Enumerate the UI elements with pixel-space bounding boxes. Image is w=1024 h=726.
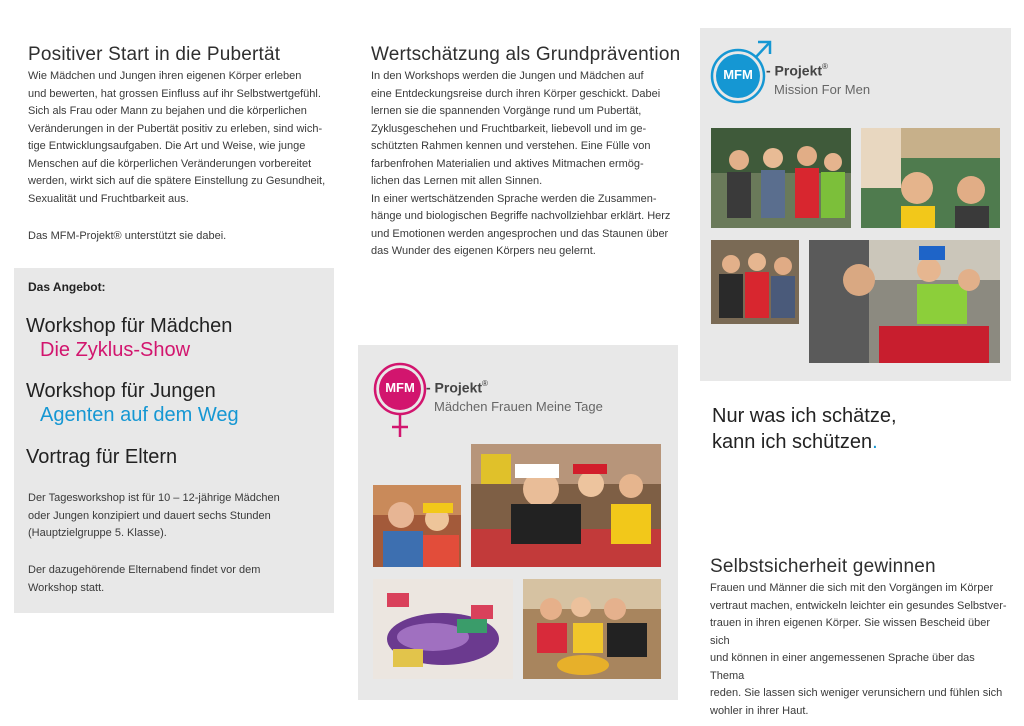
photo-image xyxy=(373,579,513,679)
text-line: wohler in ihrer Haut. xyxy=(710,704,809,717)
offer-parents-title: Vortrag für Eltern xyxy=(26,446,178,468)
quote-dot: . xyxy=(872,431,878,453)
text-line: hänge und biologischen Begriffe nachvollziehbar erklärt. Herz xyxy=(371,210,671,222)
text-line: und bewerten, hat grossen Einfluss auf ihr Selbstwertgefühl. xyxy=(28,87,321,100)
venus-symbol-icon xyxy=(370,359,434,439)
offer-description xyxy=(28,490,324,543)
girls-project-panel xyxy=(358,345,678,700)
photo-boys-cheering xyxy=(711,128,851,228)
quote-line-1: Nur was ich schätze, xyxy=(712,405,897,427)
text-line: und Emotionen werden angesprochen und das Staunen über xyxy=(371,227,669,240)
text-line: Der Tagesworkshop ist für 10 – 12-jährige Mädchen xyxy=(28,492,280,504)
intro-paragraph xyxy=(28,68,328,208)
text-line: lernen sie die spannenden Vorgänge rund um Pubertät, xyxy=(371,105,642,117)
text-line: Frauen und Männer die sich mit den Vorgängen im Körper xyxy=(710,582,994,594)
appreciation-paragraph xyxy=(371,68,671,261)
boys-logo-subtitle: Mission For Men xyxy=(774,82,871,97)
text-line: lichen das Lernen mit allen Sinnen. xyxy=(371,175,543,187)
heading-appreciation: Wertschätzung als Grundprävention xyxy=(371,44,681,65)
text-line: vertraut machen, entwickeln leichter ein gesundes Selbstver- xyxy=(710,599,1007,612)
text-line: schützten Rahmen kennen und verstehen. Eine Fülle von xyxy=(371,140,651,152)
text-line: Zyklusgeschehen und Fruchtbarkeit, liebevoll und im ge- xyxy=(371,122,647,135)
registered-mark: ® xyxy=(822,62,828,71)
photo-boys-workshop xyxy=(809,240,1000,363)
text-line: oder Jungen konzipiert und dauert sechs Stunden xyxy=(28,509,271,522)
offer-item-girls xyxy=(26,314,232,362)
photo-girls-circle xyxy=(523,579,661,679)
photo-image xyxy=(861,128,1000,228)
text-line: und können in einer angemessenen Sprache über das Thema xyxy=(710,652,975,682)
photo-cycle-materials xyxy=(373,579,513,679)
text-line: (Hauptzielgruppe 5. Klasse). xyxy=(28,527,167,539)
self-confidence-paragraph xyxy=(710,580,1010,720)
project-label: - Projekt xyxy=(426,379,483,396)
photo-girls-group-floor xyxy=(471,444,661,567)
text-line: farbenfrohen Materialien und aktives Mitmachen ermög- xyxy=(371,157,644,170)
text-line: Veränderungen in der Pubertät positiv zu erleben, sind wich- xyxy=(28,122,323,135)
quote-line-2-text: kann ich schützen xyxy=(712,431,873,453)
text-line: Sexualität und Fruchtbarkeit aus. xyxy=(28,192,189,205)
heading-self-confidence: Selbstsicherheit gewinnen xyxy=(710,556,936,577)
quote-line-2 xyxy=(712,429,897,455)
quote-block xyxy=(712,403,897,455)
girls-logo-wordmark xyxy=(426,379,488,397)
heading-positive-start: Positiver Start in die Pubertät xyxy=(28,44,281,65)
text-line: Wie Mädchen und Jungen ihren eigenen Körper erleben xyxy=(28,70,302,82)
text-line: Der dazugehörende Elternabend findet vor dem xyxy=(28,564,261,576)
text-line: reden. Sie lassen sich weniger verunsichern und fühlen sich xyxy=(710,687,1003,699)
text-line: trauen in ihren eigenen Körper. Sie wissen Bescheid über sich xyxy=(710,617,991,647)
photo-image xyxy=(373,485,461,567)
offer-description-parents xyxy=(28,562,324,597)
boys-logo-wordmark xyxy=(766,62,828,80)
offer-boys-title: Workshop für Jungen xyxy=(26,380,216,402)
photo-image xyxy=(711,128,851,228)
logo-circle-text: MFM xyxy=(723,67,753,82)
text-line: Menschen auf die körperlichen Veränderungen vorbereitet xyxy=(28,157,312,170)
offer-item-boys xyxy=(26,379,239,427)
girls-logo-subtitle: Mädchen Frauen Meine Tage xyxy=(434,399,603,414)
text-line: das Wunder des eigenen Körpers neu gelernt. xyxy=(371,245,596,257)
project-label: - Projekt xyxy=(766,62,823,79)
text-line: eine Entdeckungsreise durch ihren Körper geschickt. Dabei xyxy=(371,87,661,100)
support-note: Das MFM-Projekt® unterstützt sie dabei. xyxy=(28,230,227,242)
offer-boys-subtitle: Agenten auf dem Weg xyxy=(40,404,239,426)
offer-panel xyxy=(14,268,334,613)
mfm-girls-logo xyxy=(370,359,434,439)
offer-girls-subtitle: Die Zyklus-Show xyxy=(40,339,191,361)
photo-image xyxy=(471,444,661,567)
offer-label: Das Angebot: xyxy=(28,280,106,294)
photo-image xyxy=(523,579,661,679)
text-line: In einer wertschätzenden Sprache werden die Zusammen- xyxy=(371,192,657,205)
text-line: In den Workshops werden die Jungen und Mädchen auf xyxy=(371,70,644,82)
photo-boys-teacher xyxy=(861,128,1000,228)
photo-image xyxy=(711,240,799,324)
offer-girls-title: Workshop für Mädchen xyxy=(26,315,233,337)
registered-mark: ® xyxy=(482,379,488,388)
text-line: Workshop statt. xyxy=(28,581,105,594)
photo-girls-crafting xyxy=(373,485,461,567)
photo-boys-group xyxy=(711,240,799,324)
text-line: werden, wirkt sich auf die spätere Einstellung zu Gesundheit, xyxy=(28,175,326,187)
text-line: Sich als Frau oder Mann zu bejahen und die körperlichen xyxy=(28,105,307,117)
logo-circle-text: MFM xyxy=(385,380,415,395)
photo-image xyxy=(809,240,1000,363)
text-line: tige Entwicklungsaufgaben. Die Art und Weise, wie junge xyxy=(28,140,306,152)
boys-project-panel xyxy=(700,28,1011,381)
